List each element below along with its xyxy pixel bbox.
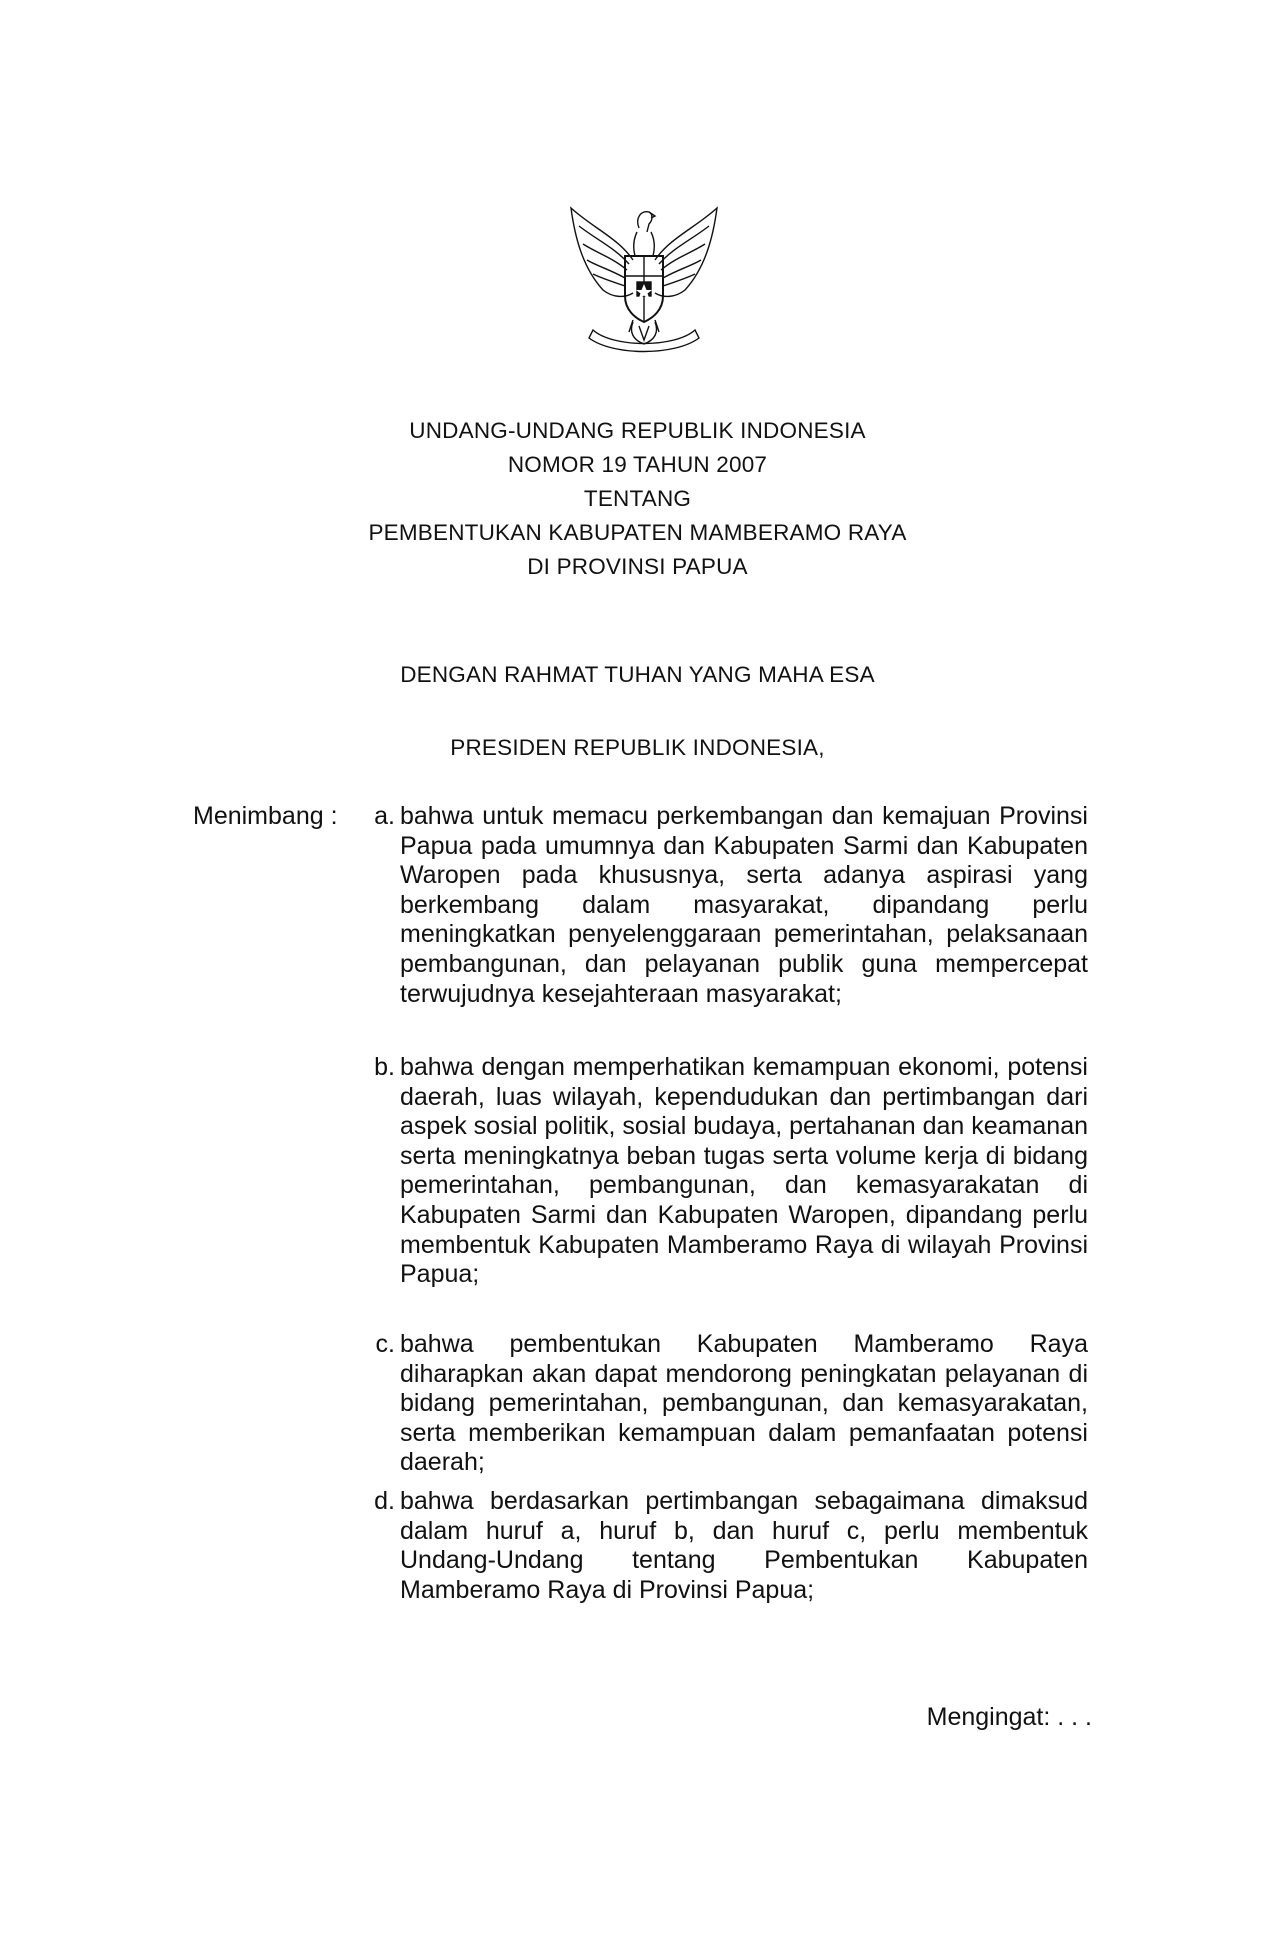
considering-label: Menimbang :	[193, 802, 338, 830]
item-letter: b.	[374, 1053, 395, 1081]
title-line-1: UNDANG-UNDANG REPUBLIK INDONESIA	[409, 418, 866, 443]
title-line-4: PEMBENTUKAN KABUPATEN MAMBERAMO RAYA	[368, 520, 907, 545]
item-text: bahwa pembentukan Kabupaten Mamberamo Raya diharapkan akan dapat mendorong peningkatan pelayanan di bidang pemerintahan, pembangunan, dan kemasyarakatan, serta memberikan kemampuan dalam pemanfaatan potensi daerah;	[400, 1330, 1088, 1477]
item-text: bahwa untuk memacu perkembangan dan kemajuan Provinsi Papua pada umumnya dan Kabupaten Sarmi dan Kabupaten Waropen pada khususnya, serta adanya aspirasi yang berkembang dalam masyarakat, dipandang perlu meningkatkan penyelenggaraan pemerintahan, pelaksanaan pembangunan, dan pelayanan publik guna mempercepat terwujudnya kesejahteraan masyarakat;	[400, 802, 1088, 1008]
item-letter: a.	[374, 802, 395, 830]
title-line-2: NOMOR 19 TAHUN 2007	[507, 452, 768, 477]
authority: PRESIDEN REPUBLIK INDONESIA,	[450, 735, 825, 760]
item-text: bahwa dengan memperhatikan kemampuan ekonomi, potensi daerah, luas wilayah, kependudukan dan pertimbangan dari aspek sosial politik, sosial budaya, pertahanan dan keamanan serta meningkatnya beban tugas serta volume kerja di bidang pemerintahan, pembangunan, dan kemasyarakatan di Kabupaten Sarmi dan Kabupaten Waropen, dipandang perlu membentuk Kabupaten Mamberamo Raya di wilayah Provinsi Papua;	[400, 1053, 1088, 1289]
invocation: DENGAN RAHMAT TUHAN YANG MAHA ESA	[400, 662, 875, 687]
garuda-pancasila-emblem-icon	[563, 198, 725, 358]
title-line-5: DI PROVINSI PAPUA	[527, 554, 748, 579]
title-line-3: TENTANG	[583, 486, 692, 511]
item-text: bahwa berdasarkan pertimbangan sebagaimana dimaksud dalam huruf a, huruf b, dan huruf c, perlu membentuk Undang-Undang tentang Pembentukan Kabupaten Mamberamo Raya di Provinsi Papua;	[400, 1487, 1088, 1604]
law-title	[0, 414, 1275, 584]
continuation-marker: Mengingat: . . .	[926, 1703, 1092, 1731]
item-letter: c.	[375, 1330, 395, 1358]
item-letter: d.	[374, 1487, 395, 1515]
